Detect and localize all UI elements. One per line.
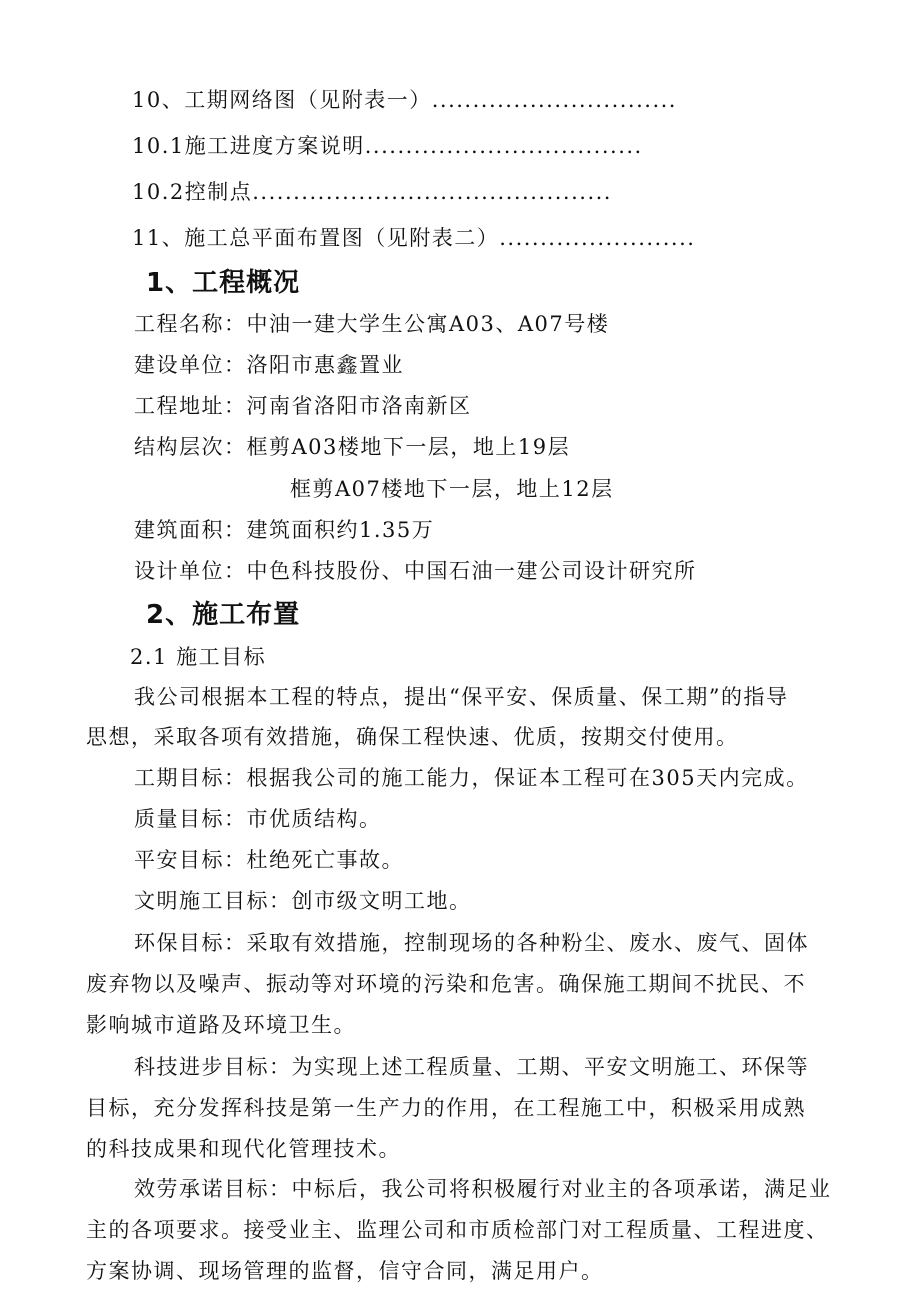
tech-goal-line-2: 目标，充分发挥科技是第一生产力的作用，在工程施工中，积极采用成熟 [86, 1096, 806, 1120]
goal-quality: 质量目标：市优质结构。 [134, 807, 382, 831]
tech-goal-line-1: 科技进步目标：为实现上述工程质量、工期、平安文明施工、环保等 [134, 1055, 809, 1079]
goal-safety: 平安目标：杜绝死亡事故。 [134, 848, 404, 872]
toc-entry-10-2: 10.2控制点............................................ [132, 180, 612, 204]
env-goal-line-1: 环保目标：采取有效措施，控制现场的各种粉尘、废水、废气、固体 [134, 931, 809, 955]
structure-levels-a03: 结构层次：框剪A03楼地下一层，地上19层 [134, 435, 571, 459]
goal-civilized: 文明施工目标：创市级文明工地。 [134, 889, 472, 913]
env-goal-line-3: 影响城市道路及环境卫生。 [86, 1013, 356, 1037]
service-goal-line-1: 效劳承诺目标：中标后，我公司将积极履行对业主的各项承诺，满足业 [134, 1177, 832, 1201]
project-name: 工程名称：中油一建大学生公寓A03、A07号楼 [134, 312, 610, 336]
construction-unit: 建设单位：洛阳市惠鑫置业 [134, 353, 404, 377]
intro-paragraph-line-1: 我公司根据本工程的特点，提出“保平安、保质量、保工期”的指导 [134, 685, 789, 709]
service-goal-line-3: 方案协调、现场管理的监督，信守合同，满足用户。 [86, 1259, 604, 1283]
design-unit: 设计单位：中色科技股份、中国石油一建公司设计研究所 [134, 559, 697, 583]
goal-period: 工期目标：根据我公司的施工能力，保证本工程可在305天内完成。 [134, 766, 809, 790]
toc-entry-10: 10、工期网络图（见附表一）.............................. [132, 88, 677, 112]
subsection-heading-2-1: 2.1 施工目标 [130, 645, 267, 669]
tech-goal-line-3: 的科技成果和现代化管理技术。 [86, 1137, 401, 1161]
structure-levels-a07: 框剪A07楼地下一层，地上12层 [290, 477, 614, 501]
section-heading-1: 1、工程概况 [146, 268, 301, 298]
intro-paragraph-line-2: 思想，采取各项有效措施，确保工程快速、优质，按期交付使用。 [86, 725, 739, 749]
toc-entry-11: 11、施工总平面布置图（见附表二）........................ [132, 226, 696, 250]
section-heading-2: 2、施工布置 [146, 600, 301, 630]
env-goal-line-2: 废弃物以及噪声、振动等对环境的污染和危害。确保施工期间不扰民、不 [86, 972, 806, 996]
service-goal-line-2: 主的各项要求。接受业主、监理公司和市质检部门对工程质量、工程进度、 [86, 1218, 829, 1242]
toc-entry-10-1: 10.1施工进度方案说明.................................. [132, 134, 643, 158]
building-area: 建筑面积：建筑面积约1.35万 [134, 518, 435, 542]
project-address: 工程地址：河南省洛阳市洛南新区 [134, 394, 472, 418]
